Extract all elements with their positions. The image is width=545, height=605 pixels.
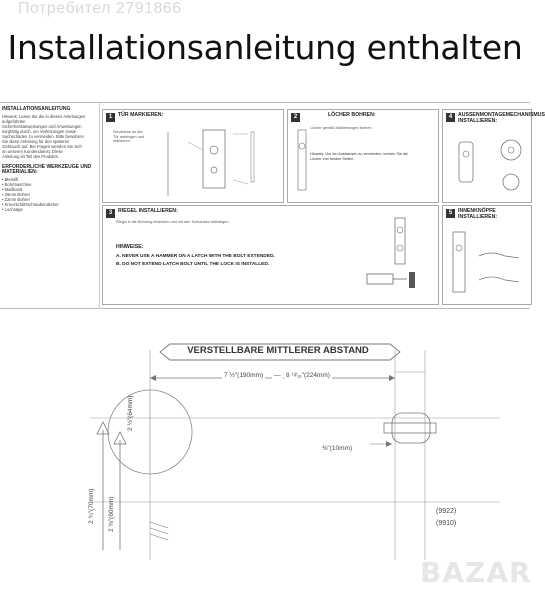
dimension-separator: — [274,372,281,379]
tool-item: • 22mm Bohrer [2,197,30,202]
panel-exterior-mechanism [442,109,545,203]
step-text: Schablone an der Tür anbringen und markieren. [113,130,145,144]
step-number: 2 [291,113,300,122]
panel-interior-knobs [442,205,532,305]
latch-illustration [353,214,435,300]
dimension-min: 7 ½"(190mm) [224,372,264,379]
model-code: (9910) [436,520,457,527]
tool-item: • Lochsäge [2,207,23,212]
step-heading: RIEGEL INSTALLIEREN: [118,208,178,214]
note-line: B. DO NOT EXTEND LATCH BOLT UNTIL THE LOCK IS INSTALLED. [116,262,270,267]
step-heading: TÜR MARKIEREN: [118,112,164,118]
tool-item: • 25mm Bohrer [2,192,30,197]
hint-line: Anleitung ist Teil des Produkts. [2,154,59,159]
notes-heading: HINWEISE: [116,244,144,250]
step-heading: INNENKNÖPFE INSTALLIEREN: [458,208,498,220]
hint-line: Hinweis: Lesen Sie die in diesen Anleitungen aufgeführten [2,114,86,124]
step-number: 1 [106,113,115,122]
tool-item: • Kreuzschlitzschraubendreher [2,202,59,207]
page-title: Installationsanleitung enthalten [7,28,523,67]
panel-drill-holes [287,109,439,203]
door-template-illustration [148,122,278,200]
dimension-max: 8 ¹³⁄₁₆"(224mm) [286,372,330,379]
exterior-lock-illustration [453,132,529,200]
hint-line: Gebrauch auf. Bei Fragen wenden Sie sich [2,144,82,149]
step-hint: Hinweis: Um ein Ausfransen zu vermeiden, bohren Sie die Löcher von beiden Seiten. [310,152,408,161]
tool-item: • Bohrmaschine [2,182,32,187]
hint-line: Sicherheitsanweisungen und Anweisungen [2,124,82,129]
hint-line: Sie diese Anleitung für den späteren [2,139,70,144]
dimension-bolt: ⅜"(10mm) [322,445,353,452]
panel-install-latch [102,205,439,305]
step-text: Riegel in die Bohrung einsetzen und mit den Schrauben befestigen. [116,220,230,224]
step-heading: AUSSENMONTAGEMECHANISMUS INSTALLIEREN: [458,112,545,124]
dimension-backset-60: 2 ⅜"(60mm) [108,496,115,532]
watermark-text: Потребител 2791866 [18,0,182,17]
left-heading: INSTALLATIONSANLEITUNG [2,106,71,112]
step-heading: LÖCHER BOHREN: [328,112,376,118]
drill-illustration [294,126,310,196]
step-number: 4 [446,113,455,122]
hint-line: sorgfältig durch, um Verletzungen sowie [2,129,77,134]
tool-item: • Bleistift [2,177,19,182]
model-code: (9922) [436,508,457,515]
diagram-heading: VERSTELLBARE MITTLERER ABSTAND [187,345,369,356]
manual-sheet [0,102,545,309]
note-line: A. NEVER USE A HAMMER ON A LATCH WITH THE BOLT EXTENDED. [116,254,275,259]
interior-knob-illustration [449,226,529,300]
column-divider [99,103,100,308]
step-number: 5 [446,209,455,218]
left-column [2,107,96,212]
tools-heading: ERFORDERLICHE WERKZEUGE UND MATERIALIEN: [2,164,92,175]
hint-line: Sachschäden zu vermeiden. Bitte bewahren [2,134,84,139]
tool-item: • Maßband [2,187,23,192]
dimension-hole: 2 ½"(64mm) [127,395,134,431]
dimension-backset-70: 2 ¾"(70mm) [88,488,95,524]
hint-line: an unseren Kundendienst. Diese [2,149,63,154]
panel-mark-door [102,109,284,203]
bazar-logo: BAZAR [420,556,532,589]
step-number: 3 [106,209,115,218]
step-text: Löcher gemäß Markierungen bohren. [310,126,373,130]
